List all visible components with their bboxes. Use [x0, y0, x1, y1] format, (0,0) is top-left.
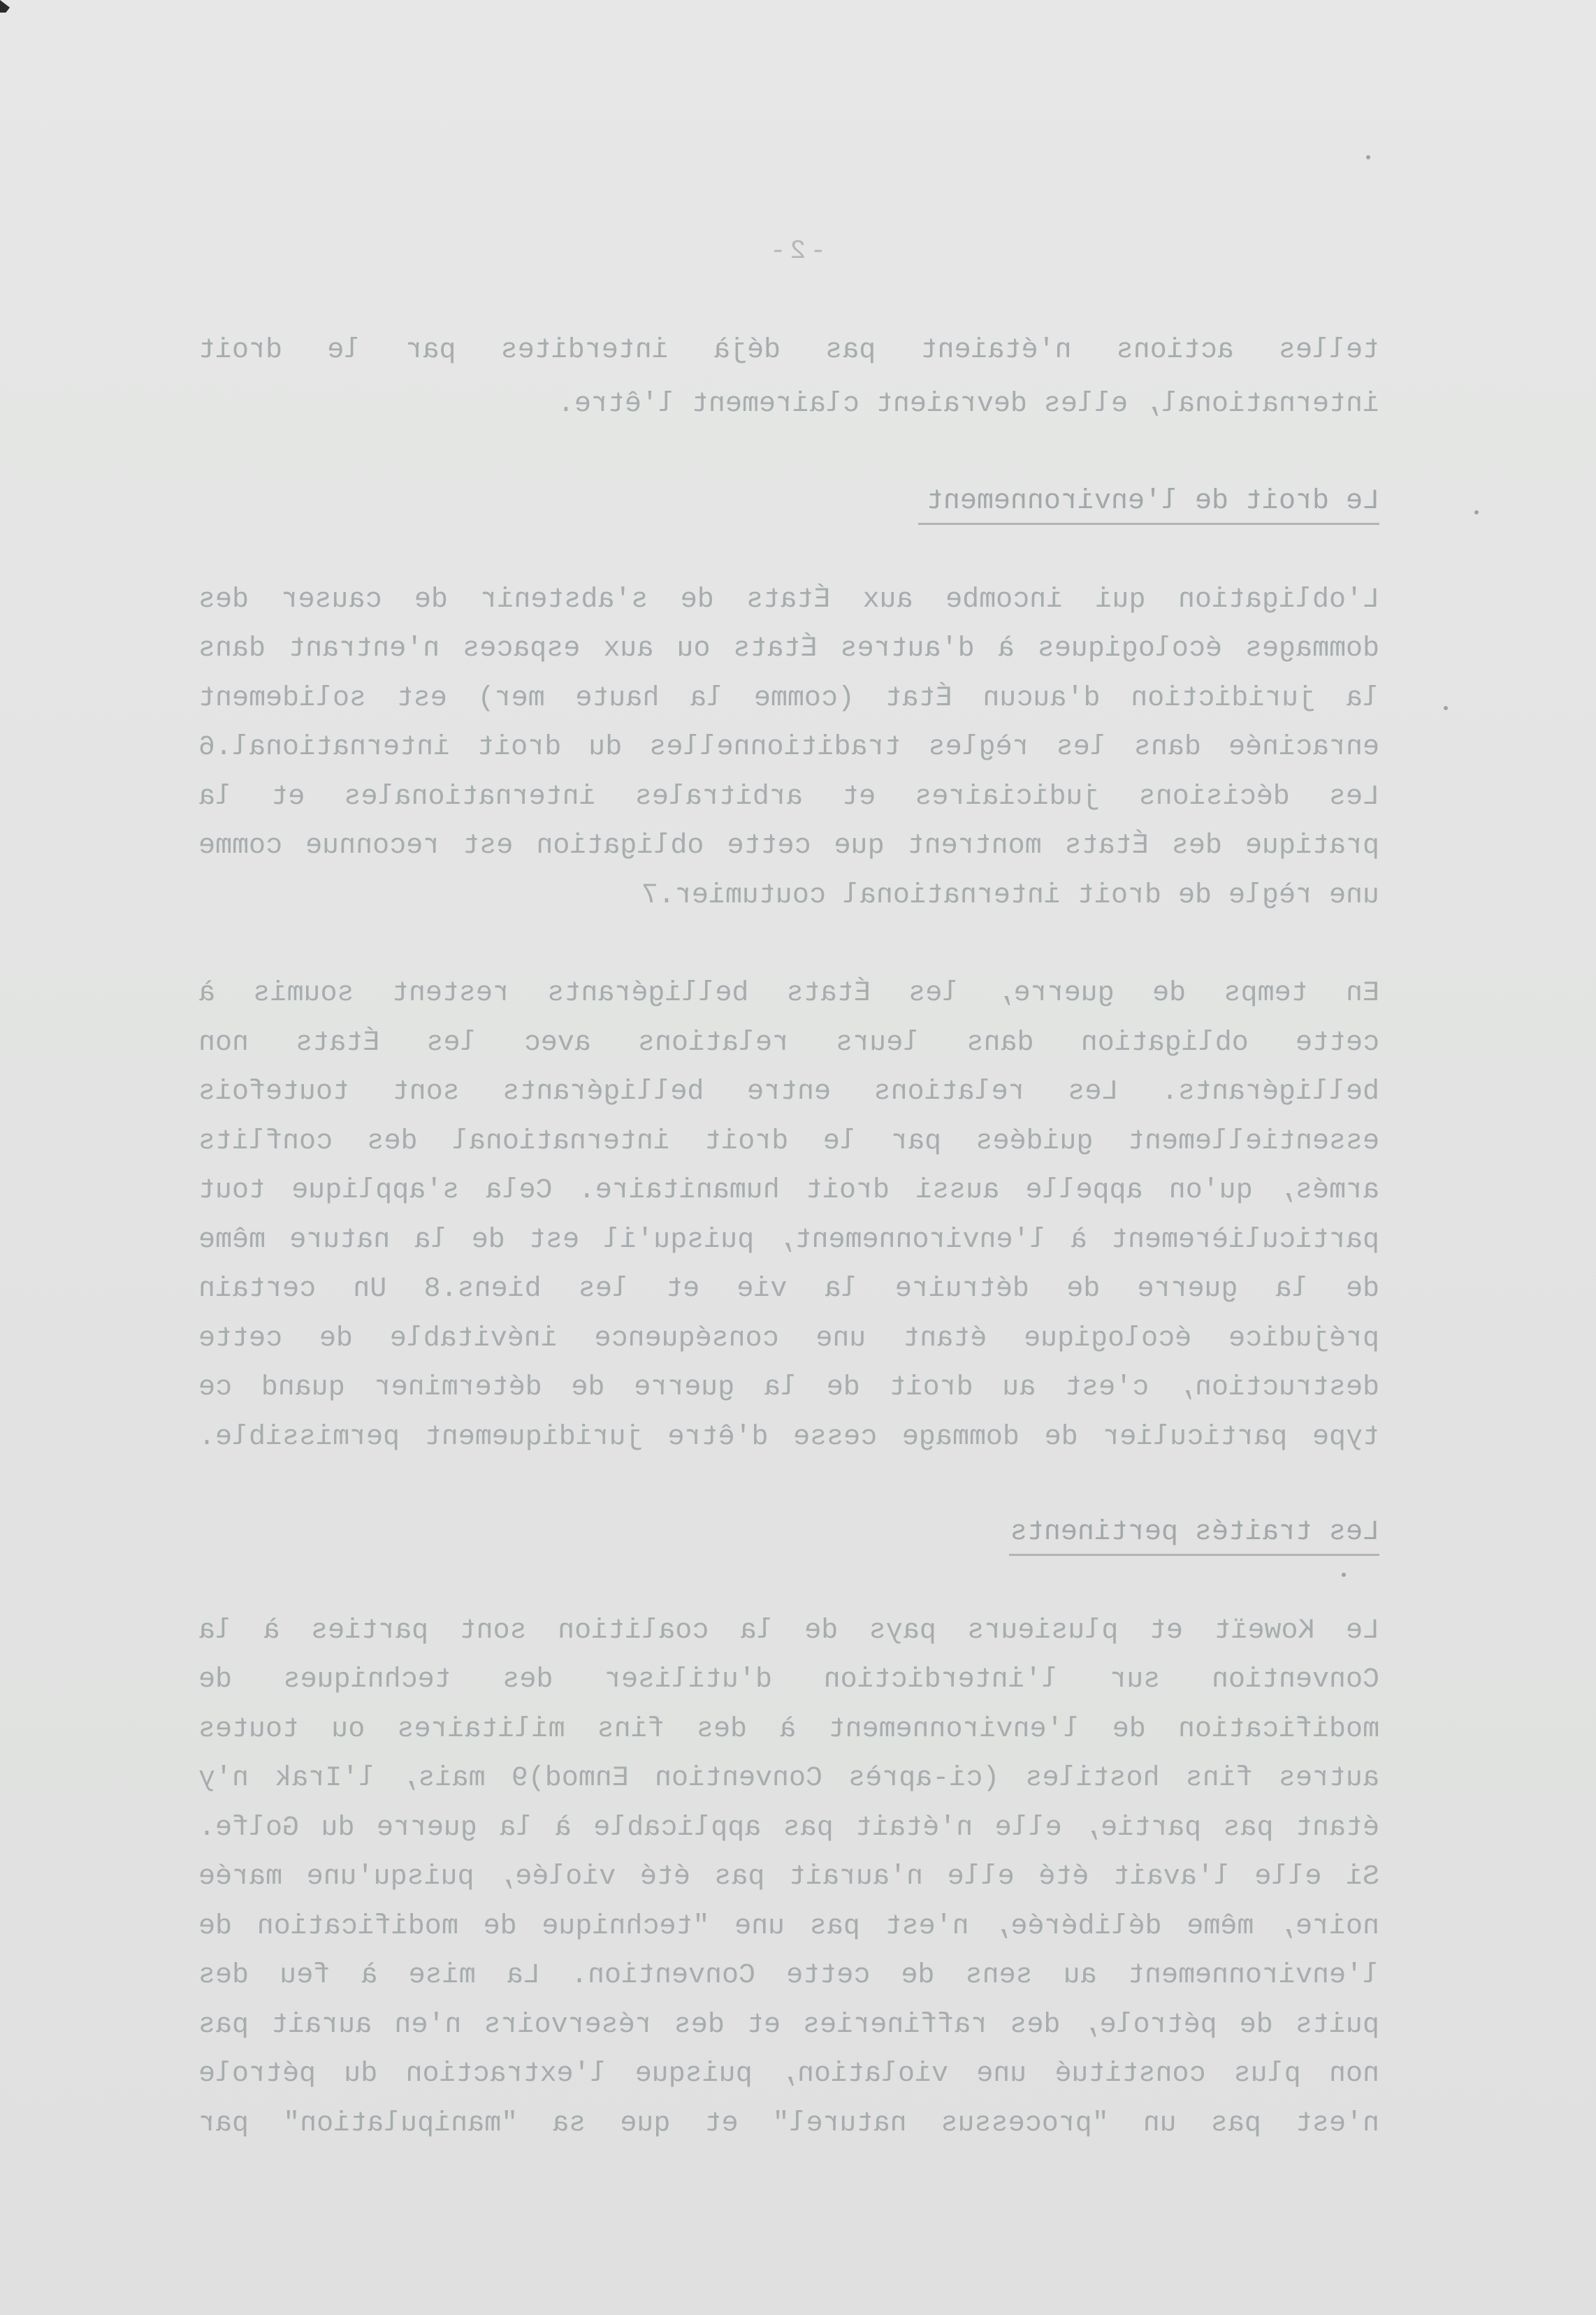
paragraph-line: Le Koweït et plusieurs pays de la coalition sont parties à la	[198, 1615, 1379, 1647]
intro-line: telles actions n'étaient pas déjà interdites par le droit	[198, 335, 1379, 366]
paragraph-line: armés, qu'on appelle aussi droit humanitaire. Cela s'applique tout	[198, 1175, 1379, 1206]
paragraph-line: destruction, c'est au droit de la guerre de déterminer quand ce	[198, 1372, 1379, 1404]
page-number: -2-	[765, 236, 827, 266]
paragraph-line: belligérants. Les relations entre belligérants sont toutefois	[198, 1076, 1379, 1108]
paragraph-line: non plus constitué une violation, puisque l'extraction du pétrole	[198, 2058, 1379, 2090]
paragraph-line: préjudice écologique étant une conséquence inévitable de cette	[198, 1323, 1379, 1355]
intro-line: international, elles devraient clairement l'être.	[557, 389, 1379, 420]
paragraph-line: étant pas partie, elle n'était pas applicable à la guerre du Golfe.	[198, 1812, 1379, 1844]
paragraph-line: type particulier de dommage cesse d'être juridiquement permissible.	[198, 1422, 1379, 1453]
paragraph-line: pratique des États montrent que cette obligation est reconnue comme	[198, 830, 1379, 862]
paragraph-line: de la guerre de détruire la vie et les biens.8 Un certain	[198, 1274, 1379, 1305]
section-heading: Le droit de l'environnement	[926, 486, 1379, 517]
paragraph-line: particulièrement à l'environnement, puisqu'il est de la nature même	[198, 1225, 1379, 1256]
paragraph-line: autres fins hostiles (ci-après Convention Enmod)9 mais, l'Irak n'y	[198, 1763, 1379, 1794]
paragraph-line: essentiellement guidées par le droit international des conflits	[198, 1126, 1379, 1158]
paragraph-line: Les décisions judiciaires et arbitrales internationales et la	[198, 781, 1379, 813]
paragraph-line: une règle de droit international coutumier.7	[641, 880, 1379, 911]
paragraph-line: modification de l'environnement à des fins militaires ou toutes	[198, 1714, 1379, 1745]
paragraph-line: l'environnement au sens de cette Convention. La mise à feu des	[198, 1960, 1379, 1991]
paragraph-line: enracinée dans les règles traditionnelles du droit international.6	[198, 732, 1379, 763]
section-heading: Les traités pertinents	[1010, 1517, 1379, 1548]
paragraph-line: n'est pas un "processus naturel" et que sa "manipulation" par	[198, 2108, 1379, 2140]
paragraph-line: dommages écologiques à d'autres États ou aux espaces n'entrant dans	[198, 633, 1379, 665]
paragraph-line: noire, même délibérée, n'est pas une "technique de modification de	[198, 1911, 1379, 1942]
paragraph-line: la juridiction d'aucun État (comme la haute mer) est solidement	[198, 683, 1379, 714]
paragraph-line: L'obligation qui incombe aux États de s'abstenir de causer des	[198, 584, 1379, 616]
paragraph-line: Si elle l'avait été elle n'aurait pas été violée, puisqu'une marée	[198, 1861, 1379, 1893]
paragraph-line: cette obligation dans leurs relations avec les États non	[198, 1027, 1379, 1059]
paragraph-line: puits de pétrole, des raffineries et des réservoirs n'en aurait pas	[198, 2010, 1379, 2041]
heading-underline	[918, 523, 1379, 525]
paragraph-line: Convention sur l'interdiction d'utiliser des techniques de	[198, 1664, 1379, 1696]
paragraph-line: En temps de guerre, les États belligérants restent soumis à	[198, 978, 1379, 1009]
heading-underline	[1009, 1554, 1379, 1556]
